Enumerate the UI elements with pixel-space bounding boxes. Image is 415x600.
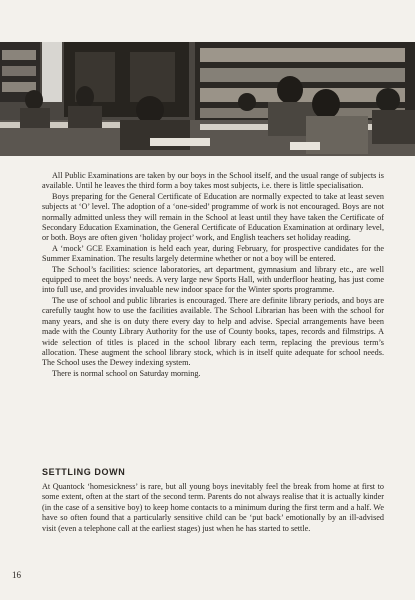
paragraph-gce: Boys preparing for the General Certificate of Education are normally expected to take at least seven subjects at ‘O’ level. The adoption of a ‘one-sided’ programme of work is not encouraged. Boys are not normally admitted unless they will remain in the School at least until they have taken the Certificate of Secondary Education Examination, the General Certificate of Education Examination at ordinary level, or both. Boys are often given ‘holiday project’ work, and English teachers set holiday reading. xyxy=(42,191,384,243)
section-heading: SETTLING DOWN xyxy=(42,467,126,477)
paragraph-mock-exam: A ‘mock’ GCE Examination is held each year, during February, for prospective candidates for the Summer Examination. The results largely determine whether or not a boy will be entered. xyxy=(42,243,384,264)
page-number: 16 xyxy=(12,570,21,580)
section-body-text xyxy=(42,482,384,534)
paragraph-facilities: The School’s facilities: science laboratories, art department, gymnasium and library etc., are well equipped to meet the boys’ needs. A very large new Sports Hall, with underfloor heating, has just come into full use, and provides invaluable new indoor space for the Winter sports programme. xyxy=(42,264,384,295)
paragraph-settling-down: At Quantock ‘homesickness’ is rare, but all young boys inevitably feel the break from home at first to some extent, often at the start of the second term. Parents do not always realise that it is actually kinder (in the case of a sensitive boy) to keep home contacts to a minimum during the first term and a half. We have so often found that a particularly sensitive child can be ‘put back’ emotionally by an ill-advised visit (even a telephone call at the earliest stages) just when he has started to settle. xyxy=(42,482,384,533)
library-photo xyxy=(0,42,415,156)
body-text xyxy=(42,171,384,379)
library-photo-image xyxy=(0,42,415,156)
paragraph-libraries: The use of school and public libraries is encouraged. There are definite library periods, and boys are carefully taught how to use the facilities available. The School Librarian has been with the school for many years, and she is on duty there every day to help and advise. Special arrangements have been made with the County Library Authority for the use of County books, tapes, records and filmstrips. A wide selection of titles is placed in the school library each term, replacing the previous term’s allocation. These augment the school library stock, which is in itself quite adequate for school needs. The School uses the Dewey indexing system. xyxy=(42,295,384,368)
paragraph-examinations: All Public Examinations are taken by our boys in the School itself, and the usual range of subjects is available. Until he leaves the third form a boy takes most subjects, i.e. there is little specialisation. xyxy=(42,171,384,191)
paragraph-saturday: There is normal school on Saturday morning. xyxy=(52,368,201,378)
